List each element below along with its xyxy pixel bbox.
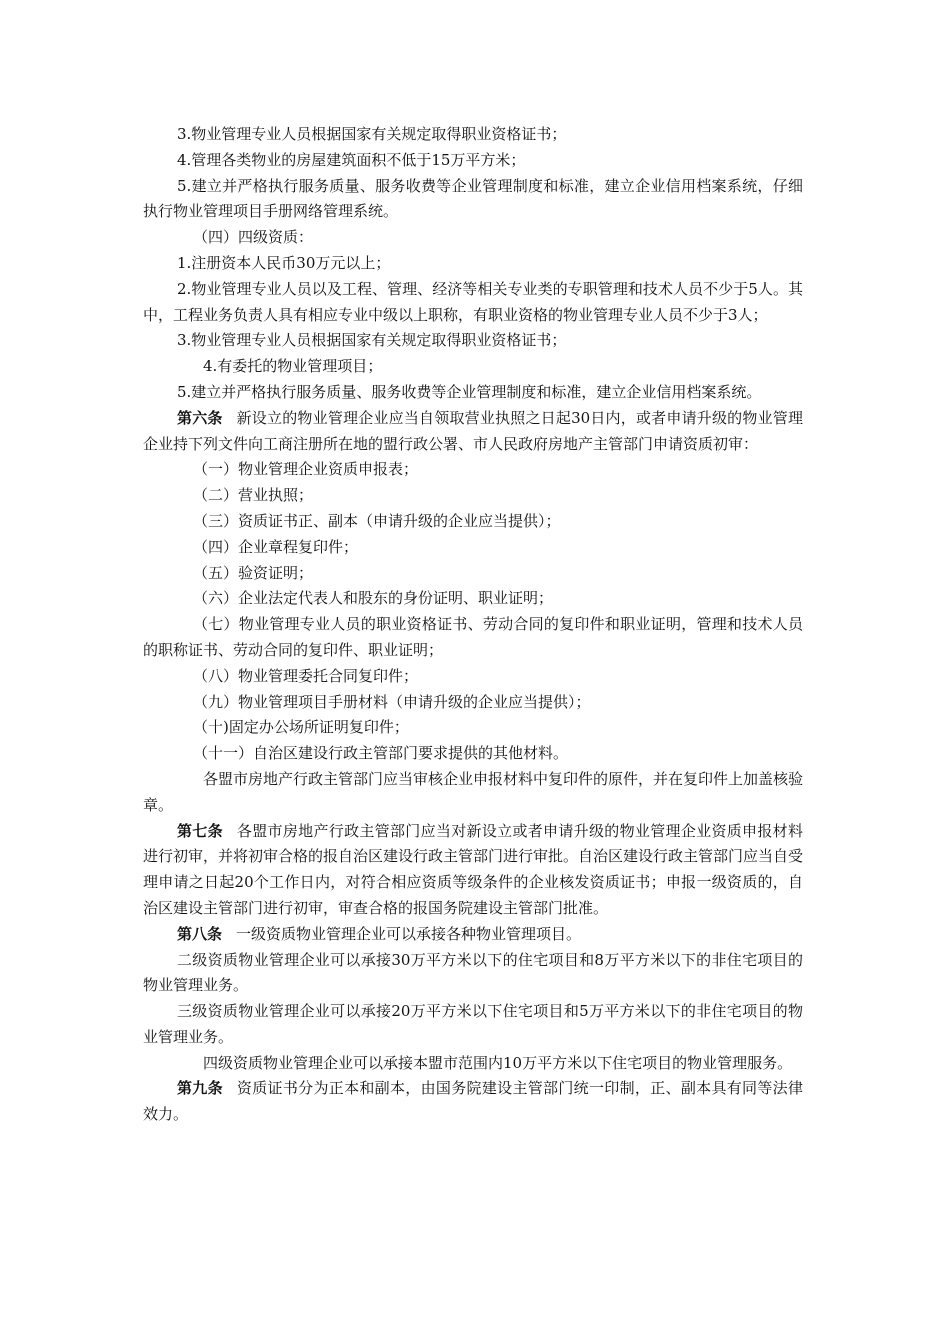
paragraph: [143, 174, 803, 226]
paragraph-text: 5.建立并严格执行服务质量、服务收费等企业管理制度和标准，建立企业信用档案系统，仔细执行物业管理项目手册网络管理系统。: [143, 176, 803, 221]
paragraph: [143, 277, 803, 329]
paragraph-text: 各盟市房地产行政主管部门应当审核企业申报材料中复印件的原件，并在复印件上加盖核验章。: [143, 769, 804, 814]
paragraph-text: （六）企业法定代表人和股东的身份证明、职业证明；: [193, 589, 554, 608]
paragraph-text: 1.注册资本人民币30万元以上；: [177, 253, 391, 272]
paragraph-text: （一）物业管理企业资质申报表；: [193, 460, 419, 479]
article-paragraph: [143, 406, 803, 458]
article-number: 第六条: [177, 408, 223, 427]
paragraph-text: 新设立的物业管理企业应当自领取营业执照之日起30日内，或者申请升级的物业管理企业持下列文件向工商注册所在地的盟行政公署、市人民政府房地产主管部门申请资质初审：: [143, 408, 803, 453]
article-paragraph: [143, 819, 803, 922]
paragraph: [143, 948, 803, 1000]
paragraph: [143, 741, 803, 767]
paragraph-text: 3.物业管理专业人员根据国家有关规定取得职业资格证书；: [177, 125, 567, 143]
paragraph-text: 四级资质物业管理企业可以承接本盟市范围内10万平方米以下住宅项目的物业管理服务。: [203, 1053, 793, 1072]
document-body: [143, 122, 803, 1128]
paragraph-text: 4.有委托的物业管理项目；: [203, 357, 383, 376]
paragraph: [143, 690, 803, 716]
paragraph-text: 二级资质物业管理企业可以承接30万平方米以下的住宅项目和8万平方米以下的非住宅项目的物业管理业务。: [143, 950, 803, 995]
paragraph: [143, 664, 803, 690]
article-paragraph: [143, 922, 803, 948]
paragraph: [143, 354, 803, 380]
paragraph-text: （九）物业管理项目手册材料（申请升级的企业应当提供）；: [193, 692, 591, 711]
paragraph: [143, 328, 803, 354]
paragraph: [143, 767, 803, 819]
paragraph-text: （三）资质证书正、副本（申请升级的企业应当提供）；: [193, 511, 561, 530]
paragraph: [143, 1051, 803, 1077]
paragraph-text: （二）营业执照；: [193, 486, 314, 505]
article-number: 第八条: [177, 924, 223, 943]
paragraph-text: （五）验资证明；: [193, 563, 314, 582]
article-number: 第七条: [177, 821, 223, 840]
paragraph: [143, 225, 803, 251]
paragraph-text: （十)固定办公场所证明复印件；: [193, 718, 409, 737]
paragraph-text: 5.建立并严格执行服务质量、服务收费等企业管理制度和标准，建立企业信用档案系统。: [177, 382, 762, 401]
paragraph: [143, 122, 803, 148]
paragraph: [143, 509, 803, 535]
paragraph: [143, 483, 803, 509]
paragraph: [143, 715, 803, 741]
paragraph-text: 三级资质物业管理企业可以承接20万平方米以下住宅项目和5万平方米以下的非住宅项目的物业管理业务。: [143, 1002, 803, 1046]
paragraph-text: 资质证书分为正本和副本，由国务院建设主管部门统一印制，正、副本具有同等法律效力。: [143, 1079, 803, 1124]
paragraph: [143, 380, 803, 406]
paragraph: [143, 251, 803, 277]
paragraph-text: 3.物业管理专业人员根据国家有关规定取得职业资格证书；: [177, 331, 567, 350]
paragraph: [143, 612, 803, 664]
paragraph-text: （四）四级资质：: [193, 228, 314, 247]
article-paragraph: [143, 1076, 803, 1128]
paragraph: [143, 148, 803, 174]
paragraph: [143, 586, 803, 612]
paragraph-text: 一级资质物业管理企业可以承接各种物业管理项目。: [236, 924, 582, 943]
paragraph-text: （十一）自治区建设行政主管部门要求提供的其他材料。: [193, 744, 569, 763]
paragraph: [143, 561, 803, 587]
paragraph-text: 各盟市房地产行政主管部门应当对新设立或者申请升级的物业管理企业资质申报材料进行初审，并将初审合格的报自治区建设行政主管部门进行审批。自治区建设行政主管部门应当自受理申请之日起20个工作日内，对符合相应资质等级条件的企业核发资质证书；申报一级资质的，自治区建设主管部门进行初审，审查合格的报国务院建设主管部门批准。: [143, 821, 804, 917]
article-number: 第九条: [177, 1079, 223, 1098]
paragraph-text: 2.物业管理专业人员以及工程、管理、经济等相关专业类的专职管理和技术人员不少于5人。其中，工程业务负责人具有相应专业中级以上职称，有职业资格的物业管理专业人员不少于3人；: [143, 279, 803, 324]
paragraph-text: （四）企业章程复印件；: [193, 537, 359, 556]
paragraph: [143, 535, 803, 561]
paragraph-text: （八）物业管理委托合同复印件；: [193, 666, 419, 685]
paragraph: [143, 457, 803, 483]
paragraph-text: 4.管理各类物业的房屋建筑面积不低于15万平方米；: [177, 150, 526, 169]
paragraph-text: （七）物业管理专业人员的职业资格证书、劳动合同的复印件和职业证明，管理和技术人员的职称证书、劳动合同的复印件、职业证明；: [143, 615, 803, 659]
paragraph: [143, 999, 803, 1051]
